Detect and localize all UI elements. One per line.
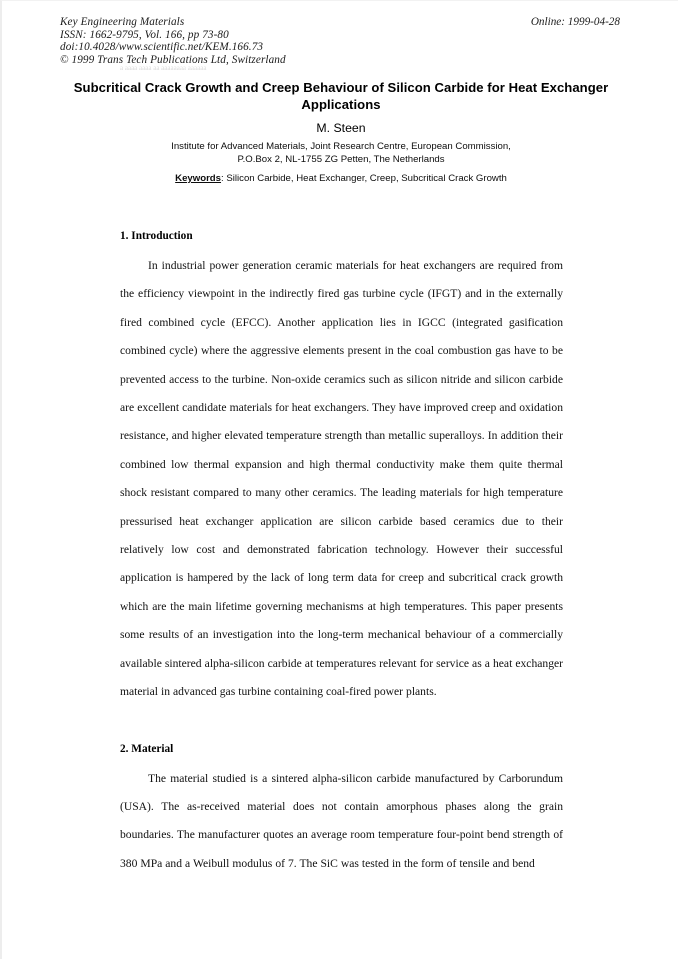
keywords-colon: :	[221, 173, 224, 184]
keywords-value: Silicon Carbide, Heat Exchanger, Creep, Subcritical Crack Growth	[226, 173, 507, 184]
page-title: Subcritical Crack Growth and Creep Behaviour of Silicon Carbide for Heat Exchanger Applications	[73, 80, 609, 112]
journal-header	[60, 16, 286, 66]
body-column	[120, 229, 563, 878]
scan-artifact: a aaaa aaaa aa aaaaaaaa aaaaaa	[120, 65, 207, 71]
author-affiliation	[62, 141, 620, 166]
journal-name: Key Engineering Materials	[60, 16, 185, 28]
keywords-label: Keywords	[175, 173, 222, 184]
affiliation-line-2: P.O.Box 2, NL-1755 ZG Petten, The Netherlands	[237, 153, 445, 165]
section-paragraph-introduction: In industrial power generation ceramic materials for heat exchangers are required from the efficiency viewpoint in the indirectly fired gas turbine cycle (IFGT) and in the externally fired combined cycle (EFCC). Another application lies in IGCC (integrated gasification combined cycle) where the aggressive elements present in the coal combustion gas have to be prevented access to the turbine. Non-oxide ceramics such as silicon nitride and silicon carbide are excellent candidate materials for heat exchangers. They have improved creep and oxidation resistance, and higher elevated temperature strength than metallic superalloys. In addition their combined low thermal expansion and high thermal conductivity make them quite thermal shock resistant compared to many other ceramics. The leading materials for high temperature pressurised heat exchanger application are silicon carbide based ceramics due to their relatively low cost and demonstrated fabrication technology. However their successful application is hampered by the lack of long term data for creep and subcritical crack growth which are the main lifetime governing mechanisms at high temperatures. This paper presents some results of an investigation into the long-term mechanical behaviour of a commercially available sintered alpha-silicon carbide at temperatures relevant for service as a heat exchanger material in advanced gas turbine containing coal-fired power plants.	[120, 259, 563, 699]
affiliation-line-1: Institute for Advanced Materials, Joint Research Centre, European Commission,	[171, 141, 511, 152]
section-spacer	[120, 707, 563, 742]
journal-issn-volume: ISSN: 1662-9795, Vol. 166, pp 73-80	[60, 28, 229, 41]
keywords-line	[62, 173, 620, 186]
section-heading-introduction: 1. Introduction	[120, 230, 193, 242]
journal-doi: doi:10.4028/www.scientific.net/KEM.166.73	[60, 41, 264, 54]
section-paragraph-material: The material studied is a sintered alpha-silicon carbide manufactured by Carborundum (USA). The as-received material does not contain amorphous phases along the grain boundaries. The manufacturer quotes an average room temperature four-point bend strength of 380 MPa and a Weibull modulus of 7. The SiC was tested in the form of tensile and bend	[120, 771, 563, 870]
journal-copyright: © 1999 Trans Tech Publications Ltd, Switzerland	[60, 53, 286, 66]
online-publication-date: Online: 1999-04-28	[530, 16, 620, 28]
section-heading-material: 2. Material	[120, 742, 174, 755]
author-name: M. Steen	[316, 121, 366, 135]
